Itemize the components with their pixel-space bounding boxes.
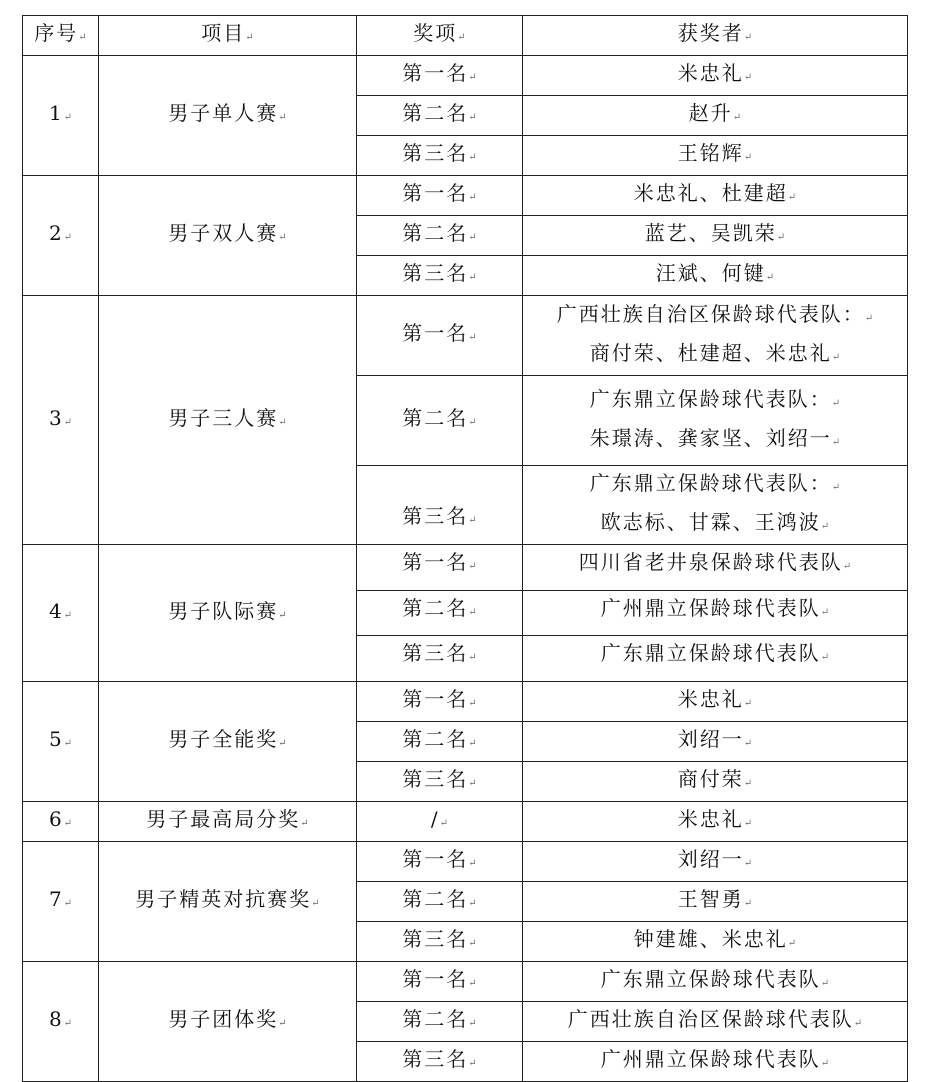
row-number: 3↵ bbox=[23, 296, 99, 545]
table-row bbox=[23, 176, 908, 216]
winner-cell: 钟建雄、米忠礼↵ bbox=[523, 922, 908, 962]
row-number: 5↵ bbox=[23, 682, 99, 802]
award-second: 第二名↵ bbox=[357, 882, 523, 922]
award-third: 第三名↵ bbox=[357, 922, 523, 962]
award-first: 第一名↵ bbox=[357, 842, 523, 882]
header-no: 序号↵ bbox=[23, 16, 99, 56]
award-first: 第一名↵ bbox=[357, 296, 523, 376]
event-name: 男子三人赛↵ bbox=[99, 296, 357, 545]
winner-cell: 汪斌、何键↵ bbox=[523, 256, 908, 296]
table-header-row bbox=[23, 16, 908, 56]
table-row bbox=[23, 545, 908, 591]
award-none: /↵ bbox=[357, 802, 523, 842]
award-first: 第一名↵ bbox=[357, 962, 523, 1002]
table-row bbox=[23, 802, 908, 842]
winner-cell: 广州鼎立保龄球代表队↵ bbox=[523, 591, 908, 636]
event-name: 男子精英对抗赛奖↵ bbox=[99, 842, 357, 962]
award-third: 第三名↵ bbox=[357, 256, 523, 296]
row-number: 4↵ bbox=[23, 545, 99, 682]
winner-cell: 广西壮族自治区保龄球代表队↵ bbox=[523, 1002, 908, 1042]
event-name: 男子最高局分奖↵ bbox=[99, 802, 357, 842]
award-first: 第一名↵ bbox=[357, 545, 523, 591]
row-number: 2↵ bbox=[23, 176, 99, 296]
award-third: 第三名↵ bbox=[357, 466, 523, 545]
award-third: 第三名↵ bbox=[357, 1042, 523, 1082]
award-second: 第二名↵ bbox=[357, 722, 523, 762]
awards-table bbox=[22, 15, 908, 1082]
winner-cell: 米忠礼、杜建超↵ bbox=[523, 176, 908, 216]
winner-cell: 米忠礼↵ bbox=[523, 682, 908, 722]
winner-cell: 广东鼎立保龄球代表队：↵ 朱璟涛、龚家坚、刘绍一↵ bbox=[523, 376, 908, 466]
winner-cell: 米忠礼↵ bbox=[523, 802, 908, 842]
winner-cell: 广东鼎立保龄球代表队↵ bbox=[523, 962, 908, 1002]
winner-cell: 广东鼎立保龄球代表队：↵ 欧志标、甘霖、王鸿波↵ bbox=[523, 466, 908, 545]
award-first: 第一名↵ bbox=[357, 682, 523, 722]
header-award: 奖项↵ bbox=[357, 16, 523, 56]
award-third: 第三名↵ bbox=[357, 136, 523, 176]
winner-cell: 王智勇↵ bbox=[523, 882, 908, 922]
row-number: 8↵ bbox=[23, 962, 99, 1082]
winner-cell: 广西壮族自治区保龄球代表队：↵ 商付荣、杜建超、米忠礼↵ bbox=[523, 296, 908, 376]
event-name: 男子双人赛↵ bbox=[99, 176, 357, 296]
winner-cell: 四川省老井泉保龄球代表队↵ bbox=[523, 545, 908, 591]
row-number: 1↵ bbox=[23, 56, 99, 176]
award-third: 第三名↵ bbox=[357, 762, 523, 802]
winner-cell: 商付荣↵ bbox=[523, 762, 908, 802]
winner-cell: 广东鼎立保龄球代表队↵ bbox=[523, 636, 908, 682]
award-second: 第二名↵ bbox=[357, 96, 523, 136]
winner-cell: 蓝艺、吴凯荣↵ bbox=[523, 216, 908, 256]
table-row bbox=[23, 962, 908, 1002]
award-second: 第二名↵ bbox=[357, 1002, 523, 1042]
table-row bbox=[23, 296, 908, 376]
header-event: 项目↵ bbox=[99, 16, 357, 56]
table-row bbox=[23, 842, 908, 882]
table-row bbox=[23, 682, 908, 722]
award-first: 第一名↵ bbox=[357, 56, 523, 96]
winner-cell: 王铭辉↵ bbox=[523, 136, 908, 176]
winner-cell: 广州鼎立保龄球代表队↵ bbox=[523, 1042, 908, 1082]
table-row bbox=[23, 56, 908, 96]
winner-cell: 米忠礼↵ bbox=[523, 56, 908, 96]
winner-cell: 刘绍一↵ bbox=[523, 722, 908, 762]
award-second: 第二名↵ bbox=[357, 591, 523, 636]
event-name: 男子队际赛↵ bbox=[99, 545, 357, 682]
award-second: 第二名↵ bbox=[357, 216, 523, 256]
winner-cell: 刘绍一↵ bbox=[523, 842, 908, 882]
header-winner: 获奖者↵ bbox=[523, 16, 908, 56]
row-number: 6↵ bbox=[23, 802, 99, 842]
award-third: 第三名↵ bbox=[357, 636, 523, 682]
award-first: 第一名↵ bbox=[357, 176, 523, 216]
event-name: 男子全能奖↵ bbox=[99, 682, 357, 802]
event-name: 男子单人赛↵ bbox=[99, 56, 357, 176]
event-name: 男子团体奖↵ bbox=[99, 962, 357, 1082]
row-number: 7↵ bbox=[23, 842, 99, 962]
award-second: 第二名↵ bbox=[357, 376, 523, 466]
winner-cell: 赵升↵ bbox=[523, 96, 908, 136]
